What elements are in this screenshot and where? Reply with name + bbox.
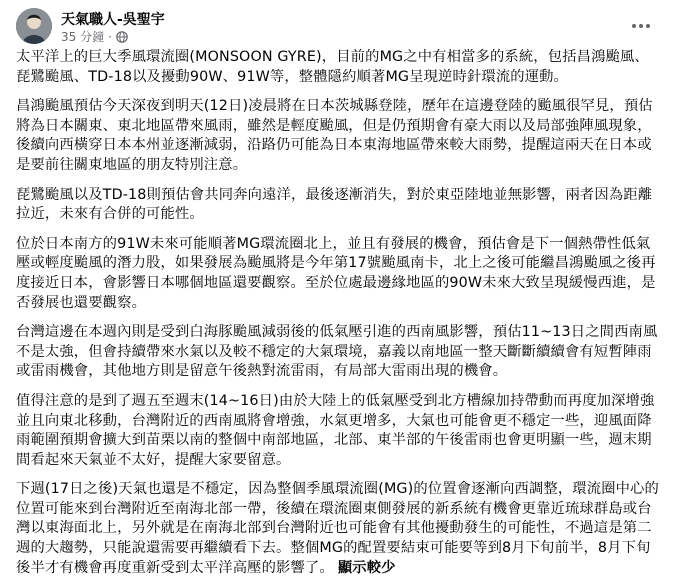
post-paragraph-text: 下週(17日之後)天氣也還是不穩定，因為整個季風環流圈(MG)的位置會逐漸向西調整，環流圈中心的位置可能來到台灣附近至南海北部一帶，後續在環流圈東側發展的新系統有機會更靠近琉球群島或台灣以東海面北上，另外就是在南海北部到台灣附近也可能會有其他擾動發生的可能性，不過這是第二週的大趨勢，只能說還需要再繼續看下去。整個MG的配置要結束可能要等到8月下旬前半，8月下旬後半才有機會再度重新受到太平洋高壓的影響了。 [16,481,659,576]
post-paragraph: 琵鷺颱風以及TD-18則預估會共同奔向遠洋，最後逐漸消失，對於東亞陸地並無影響，兩者因為距離拉近，未來有合併的可能性。 [16,186,653,223]
globe-icon[interactable] [116,31,128,43]
post-paragraph: 位於日本南方的91W未來可能順著MG環流圈北上，並且有發展的機會，預估會是下一個熱帶性低氣壓或輕度颱風的潛力股，如果發展為颱風將是今年第17號颱風南卡，北上之後可能繼昌鴻颱風之後再度接近日本，會影響日本哪個地區還要觀察。至於位處最邊緣地區的90W未來大致呈現緩慢西進，是否發展也還要觀察。 [16,235,656,311]
avatar-illustration [16,8,52,44]
author-name[interactable]: 天氣職人-吳聖宇 [61,12,165,28]
see-less-button[interactable]: 顯示較少 [337,559,396,576]
meta-separator: · [108,29,112,44]
post-body [16,48,661,578]
post-paragraph: 台灣這邊在本週內則是受到白海豚颱風減弱後的低氣壓引進的西南風影響，預估11~13日之間西南風不是太強，但會持續帶來水氣以及較不穩定的大氣環境，嘉義以南地區一整天斷斷續續會有短暫陣雨或雷雨機會，其他地方則是留意午後熱對流雷雨，有局部大雷雨出現的機會。 [16,324,658,380]
post-paragraph: 值得注意的是到了週五至週末(14~16日)由於大陸上的低氣壓受到北方槽線加持帶動而再度加深增強並且向東北移動，台灣附近的西南風將會增強，水氣更增多，大氣也可能會更不穩定一些，迎風面降雨範圍預期會擴大到苗栗以南的整個中南部地區，北部、東半部的午後雷雨也會更明顯一些，週末期間看起來天氣並不太好，提醒大家要留意。 [16,392,655,468]
post-header [16,6,663,46]
author-avatar[interactable] [16,8,52,44]
post-timestamp[interactable]: 35 分鐘 [61,30,105,44]
more-options-icon[interactable] [627,12,655,40]
post-paragraph: 太平洋上的巨大季風環流圈(MONSOON GYRE)，目前的MG之中有相當多的系統，包括昌鴻颱風、琵鷺颱風、TD-18以及擾動90W、91W等，整體隱約順著MG呈現逆時針環流的運動。 [16,49,649,85]
post-paragraph-last [16,480,661,578]
post-meta [61,28,128,45]
post-paragraph: 昌鴻颱風預估今天深夜到明天(12日)凌晨將在日本茨城縣登陸，歷年在這邊登陸的颱風很罕見，預估將為日本關東、東北地區帶來風雨，雖然是輕度颱風，但是仍預期會有豪大雨以及局部強陣風現象，後續向西橫穿日本本州並逐漸減弱，沿路仍可能為日本東海地區帶來較大雨勢，提醒這兩天在日本或是要前往關東地區的朋友特別注意。 [16,98,653,173]
